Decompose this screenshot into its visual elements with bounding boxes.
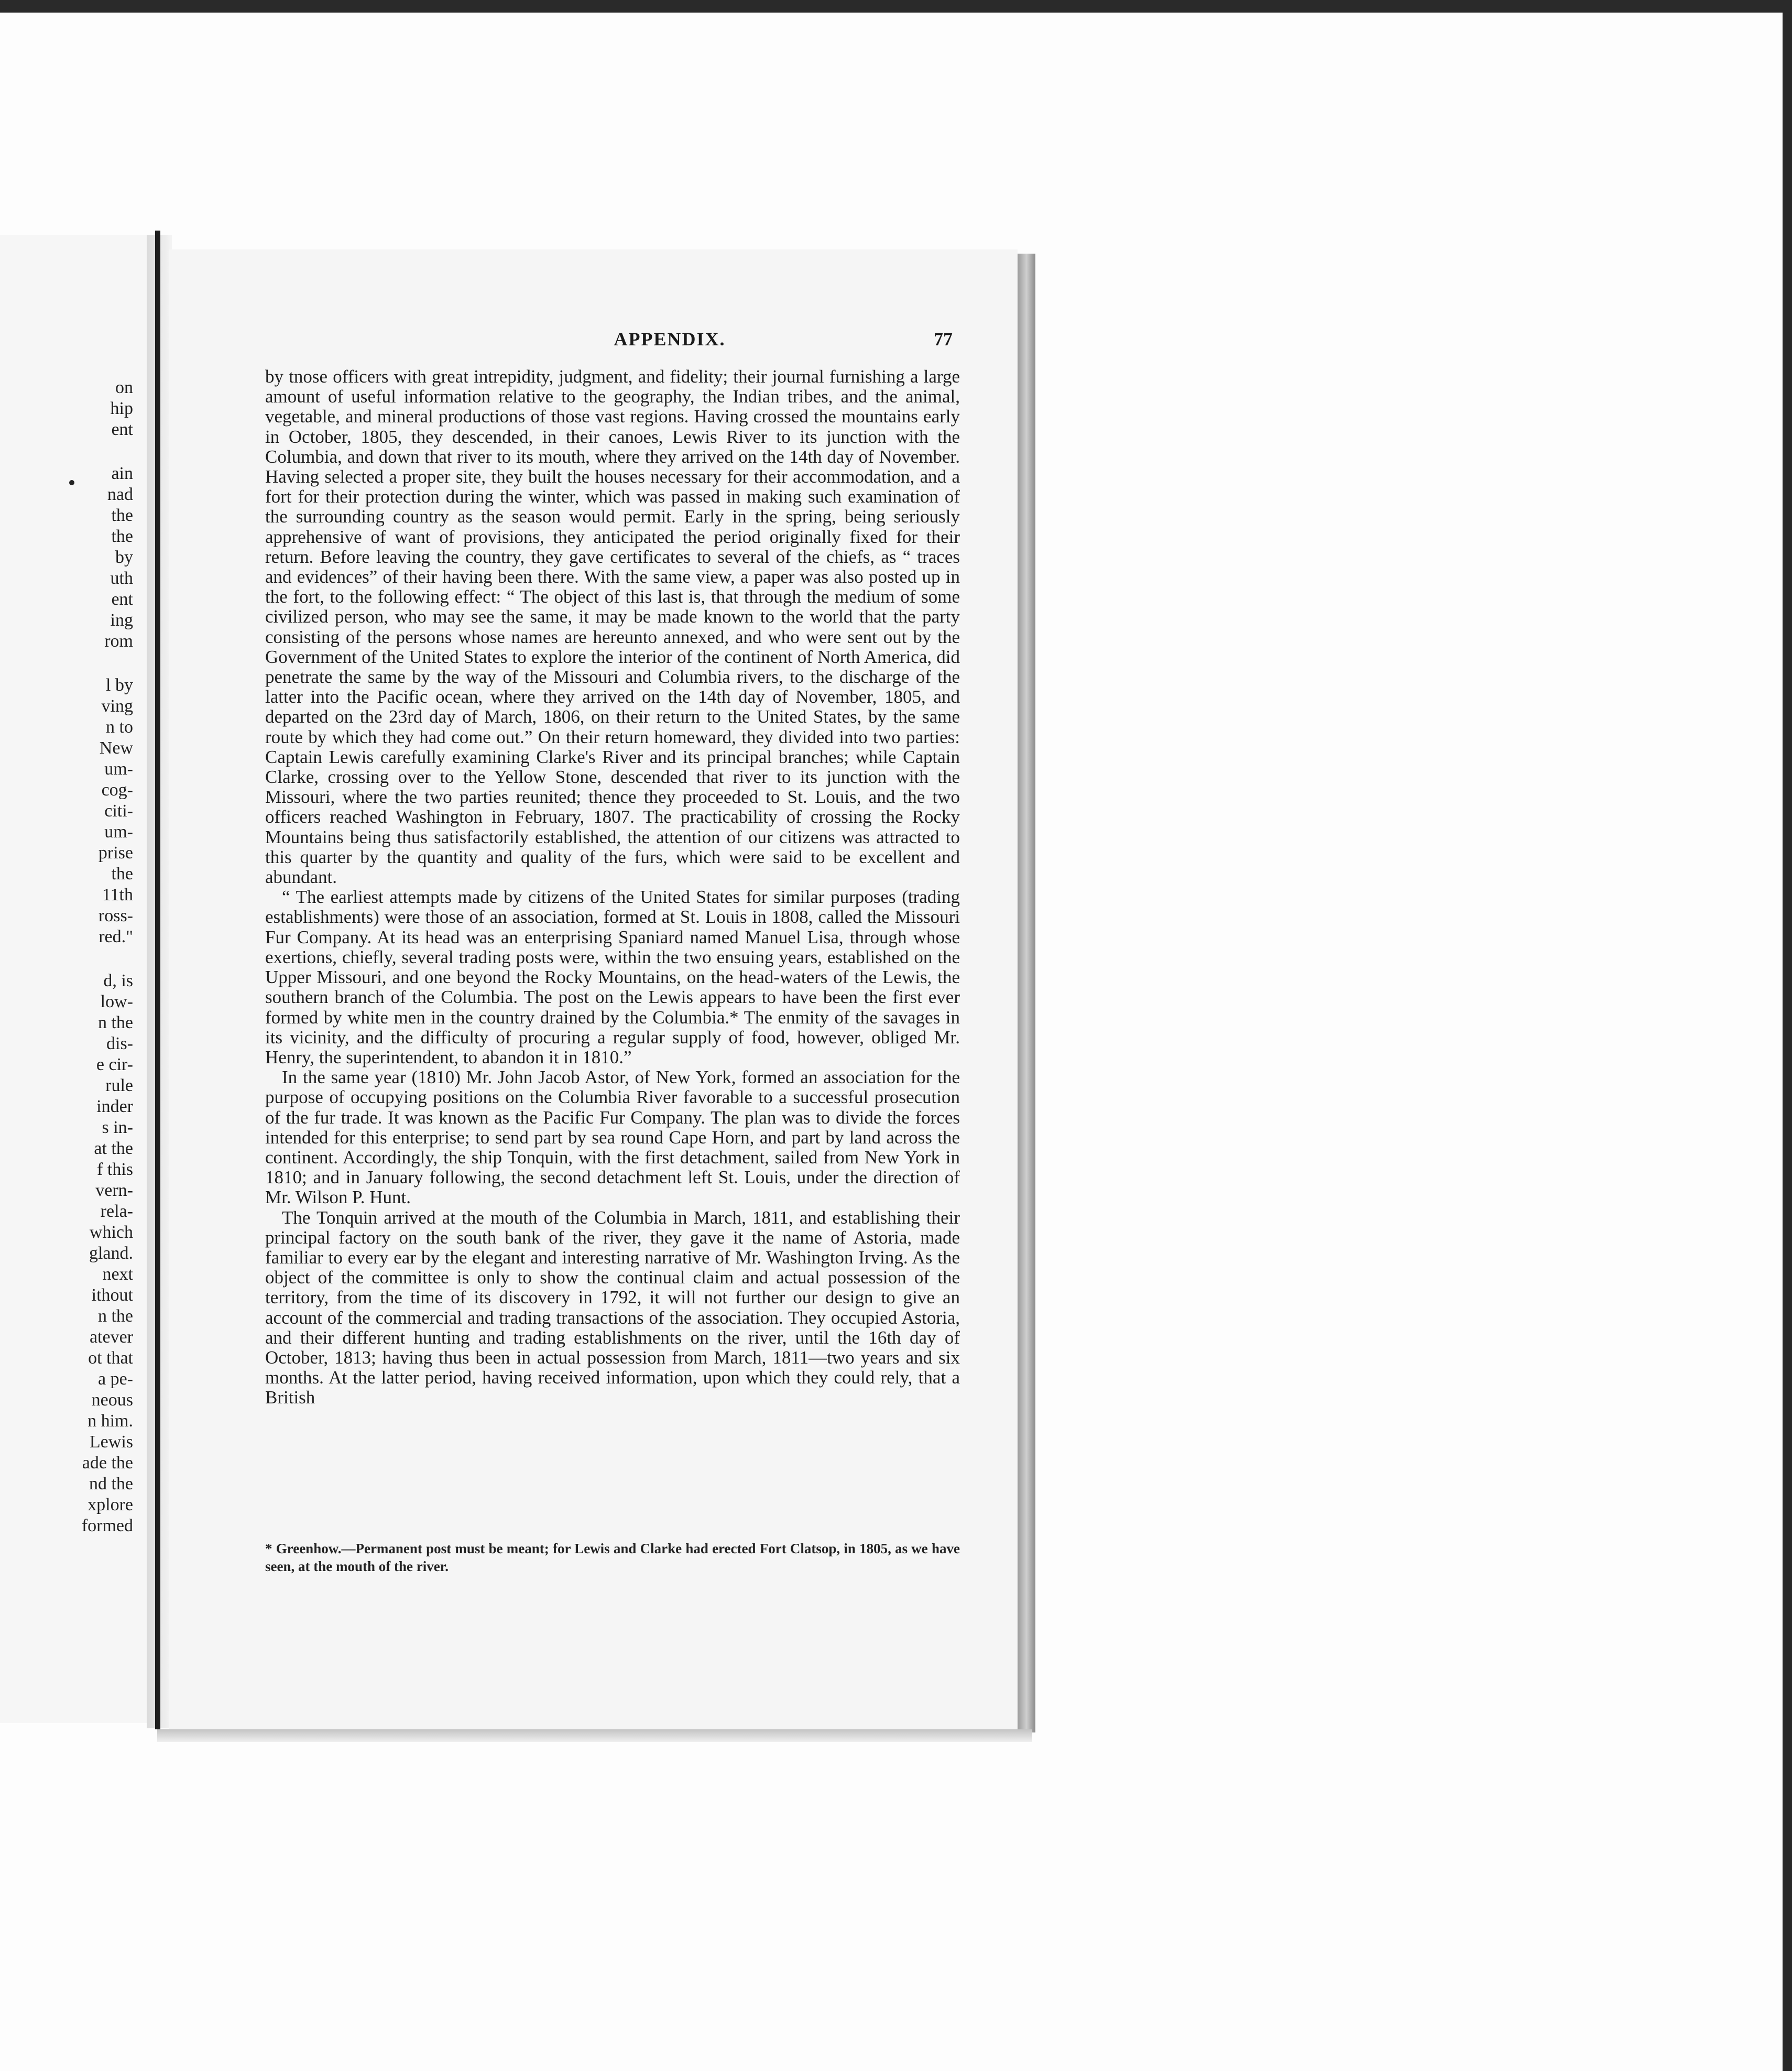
facing-page-fragment-line: vern-: [95, 1181, 133, 1200]
facing-page-fragment-line: e cir-: [96, 1055, 133, 1074]
facing-page-fragment-line: n him.: [88, 1411, 133, 1431]
page-header-title: APPENDIX.: [614, 329, 726, 350]
facing-page-fragment-line: rela-: [100, 1202, 133, 1221]
facing-page-fragment-line: by: [115, 548, 133, 567]
fragment-gap: [82, 440, 133, 463]
stray-mark: [69, 480, 74, 485]
facing-page-fragment-line: n the: [97, 1013, 133, 1032]
facing-page-fragment-line: um-: [104, 759, 133, 779]
facing-page-fragment-line: which: [89, 1223, 133, 1242]
facing-page-fragment-line: gland.: [89, 1244, 133, 1263]
facing-page-fragment-line: neous: [91, 1390, 133, 1410]
facing-page-fragment-line: low-: [100, 992, 133, 1011]
page-number: 77: [934, 329, 953, 350]
facing-page-fragment-line: Lewis: [89, 1432, 133, 1452]
footnote: * Greenhow.—Permanent post must be meant; for Lewis and Clarke had erected Fort Clatsop, in 1805, as we have seen, at the mouth of the river.: [265, 1541, 960, 1574]
facing-page-fragment-line: ithout: [91, 1285, 133, 1305]
facing-page-fragment-line: a pe-: [97, 1369, 133, 1389]
facing-page-fragment-line: rom: [104, 631, 133, 651]
fragment-gap: [82, 947, 133, 971]
facing-page-fragment-line: uth: [110, 569, 133, 588]
facing-page-fragment-line: red.": [99, 927, 133, 946]
facing-page-fragment-line: um-: [104, 822, 133, 842]
facing-page-fragment-line: ain: [111, 464, 133, 483]
scan-top-border: [0, 0, 1792, 13]
document-page: [169, 249, 1018, 1733]
scan-right-border: [1783, 0, 1792, 2071]
facing-page-fragment-line: hip: [110, 399, 133, 418]
facing-page-fragment-line: ent: [111, 590, 133, 609]
facing-page-fragment-line: formed: [81, 1516, 133, 1535]
facing-page-fragment-line: n to: [106, 717, 133, 737]
facing-page-fragment-line: n the: [97, 1306, 133, 1326]
facing-page-fragment-line: ing: [110, 611, 133, 630]
facing-page-fragment-line: the: [111, 864, 133, 884]
facing-page-fragment-line: the: [111, 527, 133, 546]
facing-page-fragment-line: citi-: [104, 801, 133, 821]
facing-page-fragment-line: next: [102, 1265, 133, 1284]
facing-page-fragment-line: prise: [98, 843, 133, 863]
facing-page-fragment-line: inder: [96, 1097, 133, 1116]
facing-page-fragment-line: s in-: [102, 1118, 133, 1137]
facing-page-fragment-line: the: [111, 506, 133, 525]
facing-page-fragment-line: f this: [97, 1160, 133, 1179]
facing-page-fragment-line: d, is: [103, 971, 133, 990]
paragraph: “ The earliest attempts made by citizens of the United States for similar purposes (trading establishments) were those of an association, formed at St. Louis in 1808, called the Missouri Fur Company. At its head was an enterprising Spaniard named Manuel Lisa, through whose exertions, chiefly, several trading posts were, within the two ensuing years, established on the Upper Missouri, and one beyond the Rocky Mountains, on the head-waters of the Lewis, the southern branch of the Columbia. The post on the Lewis appears to have been the first ever formed by white men in the country drained by the Columbia.* The enmity of the savages in its vicinity, and the difficulty of procuring a regular supply of food, however, obliged Mr. Henry, the superintendent, to abandon it in 1810.”: [265, 887, 960, 1067]
book-gutter: [155, 231, 160, 1729]
facing-page-fragment-line: atever: [89, 1327, 133, 1347]
facing-page-fragment-line: l by: [106, 675, 133, 695]
page-bottom-edge: [157, 1729, 1032, 1742]
facing-page-fragment: [0, 235, 148, 1723]
fragment-gap: [82, 652, 133, 675]
facing-page-text-fragments: [82, 377, 133, 1536]
paragraph: In the same year (1810) Mr. John Jacob Astor, of New York, formed an association for the purpose of occupying positions on the Columbia River favorable to a successful prosecution of the fur trade. It was known as the Pacific Fur Company. The plan was to divide the forces intended for this enterprise; to send part by sea round Cape Horn, and part by land across the continent. Accordingly, the ship Tonquin, with the first detachment, sailed from New York in 1810; and in January following, the second detachment left St. Louis, under the direction of Mr. Wilson P. Hunt.: [265, 1067, 960, 1208]
facing-page-fragment-line: ving: [101, 696, 133, 716]
facing-page-fragment-line: rule: [105, 1076, 133, 1095]
facing-page-fragment-line: dis-: [106, 1034, 133, 1053]
facing-page-fragment-line: ot that: [88, 1348, 133, 1368]
facing-page-fragment-line: ent: [111, 420, 133, 439]
facing-page-fragment-line: 11th: [102, 885, 133, 904]
facing-page-fragment-line: ross-: [98, 906, 133, 925]
page-edge-shadow: [1018, 254, 1035, 1732]
running-head: [271, 328, 953, 359]
paragraph: by tnose officers with great intrepidity, judgment, and fidelity; their journal furnishing a large amount of useful information relative to the geography, the Indian tribes, and the animal, vegetable, and mineral productions of those vast regions. Having crossed the mountains early in October, 1805, they descended, in their canoes, Lewis River to its junction with the Columbia, and down that river to its mouth, where they arrived on the 14th day of November. Having selected a proper site, they built the houses necessary for their accommodation, and a fort for their protection during the winter, which was passed in making such examination of the surrounding country as the season would permit. Early in the spring, being seriously apprehensive of want of provisions, they anticipated the period originally fixed for their return. Before leaving the country, they gave certificates to several of the chiefs, as “ traces and evidences” of their having been there. With the same view, a paper was also posted up in the fort, to the following effect: “ The object of this last is, that through the medium of some civilized person, who may see the same, it may be made known to the world that the party consisting of the persons whose names are hereunto annexed, and who were sent out by the Government of the United States to explore the interior of the continent of North America, did penetrate the same by the way of the Missouri and Columbia rivers, to the discharge of the latter into the Pacific ocean, where they arrived on the 14th day of November, 1805, and departed on the 23rd day of March, 1806, on their return to the United States, by the same route by which they had come out.” On their return homeward, they divided into two parties: Captain Lewis carefully examining Clarke's River and its principal branches; while Captain Clarke, crossing over to the Yellow Stone, descended that river to its junction with the Missouri, where the two parties reunited; thence they proceeded to St. Louis, and the two officers reached Washington in February, 1807. The practicability of crossing the Rocky Mountains being thus satisfactorily established, the attention of our citizens was attracted to this quarter by the quantity and quality of the furs, which were said to be excellent and abundant.: [265, 366, 960, 888]
facing-page-fragment-line: nad: [107, 485, 133, 504]
facing-page-fragment-line: on: [115, 378, 133, 397]
body-text: [265, 367, 960, 1408]
facing-page-fragment-line: xplore: [88, 1495, 133, 1514]
facing-page-fragment-line: ade the: [82, 1453, 133, 1473]
facing-page-fragment-line: New: [99, 738, 133, 758]
paragraph: The Tonquin arrived at the mouth of the Columbia in March, 1811, and establishing their principal factory on the south bank of the river, they gave it the name of Astoria, made familiar to every ear by the elegant and interesting narrative of Mr. Washington Irving. As the object of the committee is only to show the continual claim and actual possession of the territory, from the time of its discovery in 1792, it will not further our design to give an account of the commercial and trading transactions of the association. They occupied Astoria, and their different hunting and trading establishments on the river, until the 16th day of October, 1813; having thus been in actual possession from March, 1811—two years and six months. At the latter period, having received information, upon which they could rely, that a British: [265, 1207, 960, 1408]
facing-page-fragment-line: at the: [94, 1139, 133, 1158]
facing-page-fragment-line: nd the: [89, 1474, 133, 1494]
facing-page-fragment-line: cog-: [101, 780, 133, 800]
